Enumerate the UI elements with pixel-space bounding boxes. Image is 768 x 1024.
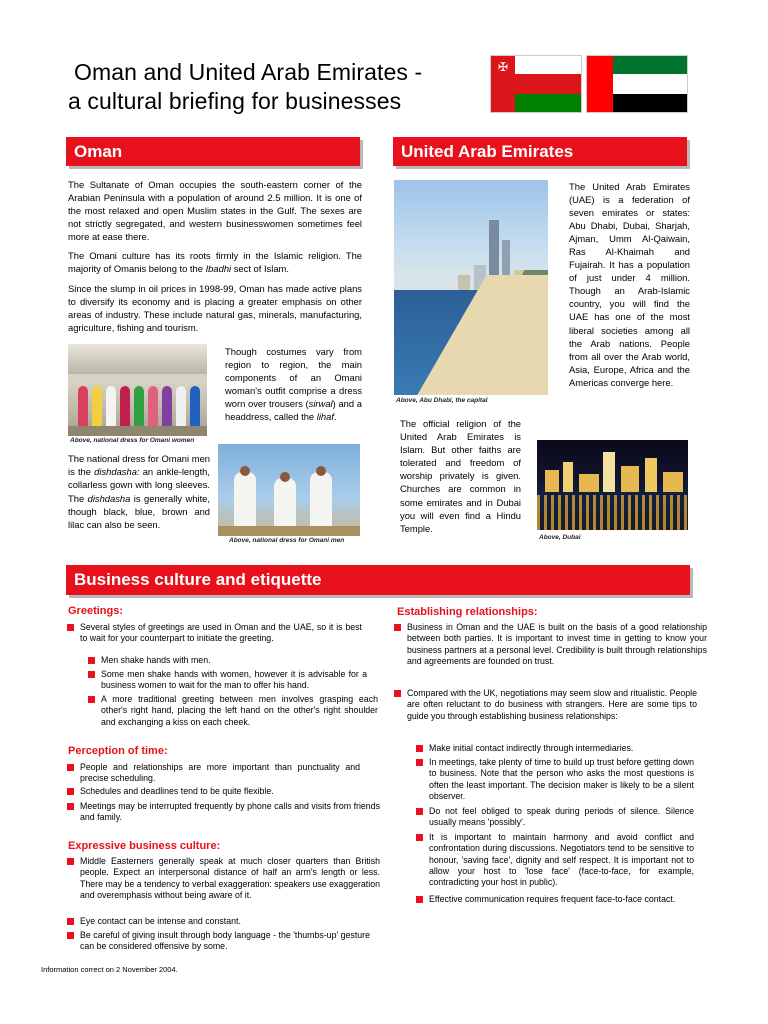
oman-economy-paragraph: Since the slump in oil prices in 1998-99, Oman has made active plans to diversify its economy and is placing a greater emphasis on other areas of industry. These include natural gas, minerals, manufacturing, agriculture, fishing and tourism. [68, 283, 362, 333]
oman-intro-paragraph: The Sultanate of Oman occupies the south-eastern corner of the Arabian Peninsula with a population of around 2.5 million. It is one of the most relaxed and open Muslim states in the Gulf. The sexes are not strictly segregated, and western businesswomen sometimes feel more at ease there. [68, 179, 362, 242]
time-heading: Perception of time: [68, 745, 168, 757]
list-item: Effective communication requires frequent face-to-face contact. [429, 894, 694, 905]
business-section-heading: Business culture and etiquette [66, 565, 690, 595]
list-item: It is important to maintain harmony and avoid conflict and confrontation during discussions. Negotiators tend to be sensitive to honour, 'saving face', dignity and self respect. It is important not to allow your host to 'lose face' (face-to-face, for example, contradicting your host in public). [429, 832, 694, 888]
list-item: Do not feel obliged to speak during periods of silence. Silence usually means 'possibly'. [429, 806, 694, 828]
title-line-2: a cultural briefing for businesses [68, 88, 402, 114]
greetings-heading: Greetings: [68, 605, 124, 617]
list-item: A more traditional greeting between men involves grasping each other's right hand, placing the left hand on the other's right shoulder and exchanging a kiss on each cheek. [101, 694, 378, 727]
list-item: Be careful of giving insult through body language - the 'thumbs-up' gesture can be considered offensive by some. [80, 930, 370, 952]
oman-religion-paragraph: The Omani culture has its roots firmly in the Islamic religion. The majority of Omanis belong to the Ibadhi sect of Islam. [68, 250, 362, 274]
dubai-caption: Above, Dubai [539, 534, 581, 541]
omani-men-caption: Above, national dress for Omani men [229, 537, 345, 544]
list-item: Men shake hands with men. [101, 655, 378, 666]
oman-emblem-icon: ✠ [497, 60, 509, 74]
relationships-heading: Establishing relationships: [397, 606, 538, 618]
list-item: Several styles of greetings are used in Oman and the UAE, so it is best to wait for your counterpart to initiate the greeting. [80, 622, 362, 644]
page-title [68, 58, 488, 116]
list-item: In meetings, take plenty of time to build up trust before getting down to business. Note that the person who asks the most questions is often the least important. The decision maker is likely to be a silent observer. [429, 757, 694, 801]
expressive-heading: Expressive business culture: [68, 840, 221, 852]
footer-note: Information correct on 2 November 2004. [41, 965, 178, 974]
list-item: Compared with the UK, negotiations may seem slow and ritualistic. People are often reluctant to do business with strangers. Here are some tips to guide you through establishing business relationships: [407, 688, 697, 721]
oman-costume-paragraph: Though costumes vary from region to region, the main components of an Omani woman's outfit comprise a dress worn over trousers (sirwal) and a headdress, called the lihaf. [225, 346, 363, 422]
abu-dhabi-photo [394, 180, 548, 395]
uae-religion-paragraph: The official religion of the United Arab Emirates is Islam. But other faiths are tolerated and freedom of worship privately is given. Churches are common in some emirates and in Dubai you will even find a Hindu Temple. [400, 418, 521, 534]
list-item: Make initial contact indirectly through intermediaries. [429, 743, 694, 754]
list-item: Eye contact can be intense and constant. [80, 916, 360, 927]
uae-section-heading: United Arab Emirates [393, 137, 687, 166]
abu-dhabi-caption: Above, Abu Dhabi, the capital [396, 397, 488, 404]
oman-men-dress-paragraph: The national dress for Omani men is the dishdasha: an ankle-length, collarless gown with long sleeves. The dishdasha is generally white, though black, blue, brown and lilac can also be seen. [68, 453, 210, 531]
oman-section-heading: Oman [66, 137, 360, 166]
omani-women-caption: Above, national dress for Omani women [70, 437, 195, 444]
omani-men-photo [218, 444, 360, 536]
uae-flag [586, 55, 688, 113]
dubai-photo [537, 440, 688, 530]
list-item: People and relationships are more important than punctuality and precise scheduling. [80, 762, 360, 784]
omani-women-photo [68, 344, 207, 436]
list-item: Some men shake hands with women, however it is advisable for a business women to wait for the man to offer his hand. [101, 669, 367, 691]
title-line-1: Oman and United Arab Emirates - [74, 59, 423, 85]
oman-flag [490, 55, 582, 113]
list-item: Meetings may be interrupted frequently by phone calls and visits from friends and family. [80, 801, 380, 823]
uae-intro-paragraph: The United Arab Emirates (UAE) is a federation of seven emirates or states: Abu Dhabi, Dubai, Sharjah, Ajman, Umm Al-Qaiwain, Ras Al-Khaimah and Fujairah. It has a population of just under 4 million. Though an Arab-Islamic country, you will find the UAE has one of the most liberal societies among all the Arab nations. People from all over the Arab world, Asia, Europe, Africa and the Americas converge here. [569, 181, 690, 388]
list-item: Schedules and deadlines tend to be quite flexible. [80, 786, 360, 797]
list-item: Middle Easterners generally speak at much closer quarters than British people. Expect an interpersonal distance of half an arm's length or less. There may be a tendency to verbal exaggeration: speakers use exaggeration and overemphasis without being aware of it. [80, 856, 380, 900]
list-item: Business in Oman and the UAE is built on the basis of a good relationship between both parties. It is important to invest time in getting to know your business partners at a personal level. Credibility is built through relationships and agreements are founded on trust. [407, 622, 707, 666]
